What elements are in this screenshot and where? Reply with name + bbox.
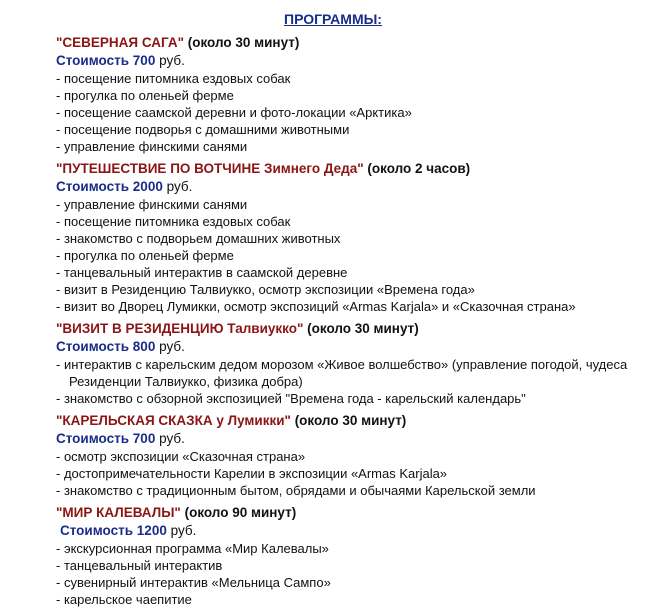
program-cost (56, 178, 656, 196)
cost-label: Стоимость (56, 179, 130, 194)
cost-value: 700 (132, 431, 156, 446)
program-duration: (около 2 часов) (363, 161, 471, 176)
activity-item: - танцевальный интерактив в саамской деревне (56, 265, 348, 280)
activity-list (56, 540, 656, 608)
program-mir-kalevaly (56, 504, 656, 608)
cost-label: Стоимость (60, 523, 134, 538)
cost-unit: руб. (159, 53, 185, 68)
program-puteshestvie (56, 160, 656, 315)
program-title: "КАРЕЛЬСКАЯ СКАЗКА у Лумикки" (56, 413, 291, 428)
activity-item: - посещение питомника ездовых собак (56, 214, 291, 229)
program-title: "МИР КАЛЕВАЛЫ" (56, 505, 181, 520)
program-title: "СЕВЕРНАЯ САГА" (56, 35, 184, 50)
activity-item: - карельское чаепитие (56, 592, 192, 607)
activity-item: - знакомство с обзорной экспозицией "Времена года - карельский календарь" (56, 391, 526, 406)
program-title-line (56, 34, 656, 52)
activity-item: - прогулка по оленьей ферме (56, 88, 234, 103)
program-cost (56, 52, 656, 70)
program-duration: (около 30 минут) (303, 321, 419, 336)
program-cost (56, 522, 656, 540)
program-title-line (56, 412, 656, 430)
activity-item: - сувенирный интерактив «Мельница Сампо» (56, 575, 331, 590)
activity-item: - танцевальный интерактив (56, 558, 223, 573)
program-cost (56, 338, 656, 356)
cost-value: 700 (132, 53, 156, 68)
activity-list (56, 356, 656, 407)
program-title-line (56, 160, 656, 178)
program-title: "ВИЗИТ В РЕЗИДЕНЦИЮ Талвиукко" (56, 321, 304, 336)
cost-label: Стоимость (56, 431, 130, 446)
cost-value: 2000 (132, 179, 163, 194)
activity-item: - экскурсионная программа «Мир Калевалы» (56, 541, 329, 556)
program-title-line (56, 504, 656, 522)
program-list (56, 34, 656, 613)
program-karelskaya-skazka (56, 412, 656, 499)
activity-item: - посещение саамской деревни и фото-локации «Арктика» (56, 105, 412, 120)
cost-label: Стоимость (56, 339, 130, 354)
program-duration: (около 90 минут) (180, 505, 297, 520)
activity-item: - управление финскими санями (56, 139, 248, 154)
activity-item: - визит в Резиденцию Талвиукко, осмотр экспозиции «Времена года» (56, 282, 475, 297)
cost-value: 800 (132, 339, 156, 354)
activity-item: - посещение питомника ездовых собак (56, 71, 291, 86)
activity-item: - знакомство с подворьем домашних животных (56, 231, 341, 246)
activity-list (56, 448, 656, 499)
activity-item: - знакомство с традиционным бытом, обрядами и обычаями Карельской земли (56, 483, 536, 498)
activity-item: - визит во Дворец Лумикки, осмотр экспозиций «Armas Karjala» и «Сказочная страна» (56, 299, 576, 314)
program-duration: (около 30 минут) (183, 35, 300, 50)
cost-unit: руб. (159, 431, 185, 446)
activity-item: - управление финскими санями (56, 197, 248, 212)
activity-item: - посещение подворья с домашними животными (56, 122, 350, 137)
cost-unit: руб. (170, 523, 197, 538)
program-duration: (около 30 минут) (290, 413, 407, 428)
cost-label: Стоимость (56, 53, 130, 68)
activity-item: - достопримечательности Карелии в экспозиции «Armas Karjala» (56, 466, 448, 481)
program-severnaya-saga (56, 34, 656, 155)
cost-unit: руб. (159, 339, 185, 354)
activity-list (56, 70, 656, 155)
program-title-line (56, 320, 656, 338)
program-vizit-v-rezidentsiyu (56, 320, 656, 407)
activity-item: - осмотр экспозиции «Сказочная страна» (56, 449, 306, 464)
activity-list (56, 196, 656, 315)
program-cost (56, 430, 656, 448)
program-title: "ПУТЕШЕСТВИЕ ПО ВОТЧИНЕ Зимнего Деда" (56, 161, 364, 176)
activity-item: - интерактив с карельским дедом морозом «Живое волшебство» (управление погодой, чудеса Резиденции Талвиукко, физика добра) (56, 357, 628, 389)
activity-item: - прогулка по оленьей ферме (56, 248, 234, 263)
page-heading: ПРОГРАММЫ: (284, 11, 382, 27)
cost-value: 1200 (136, 523, 167, 538)
cost-unit: руб. (166, 179, 193, 194)
